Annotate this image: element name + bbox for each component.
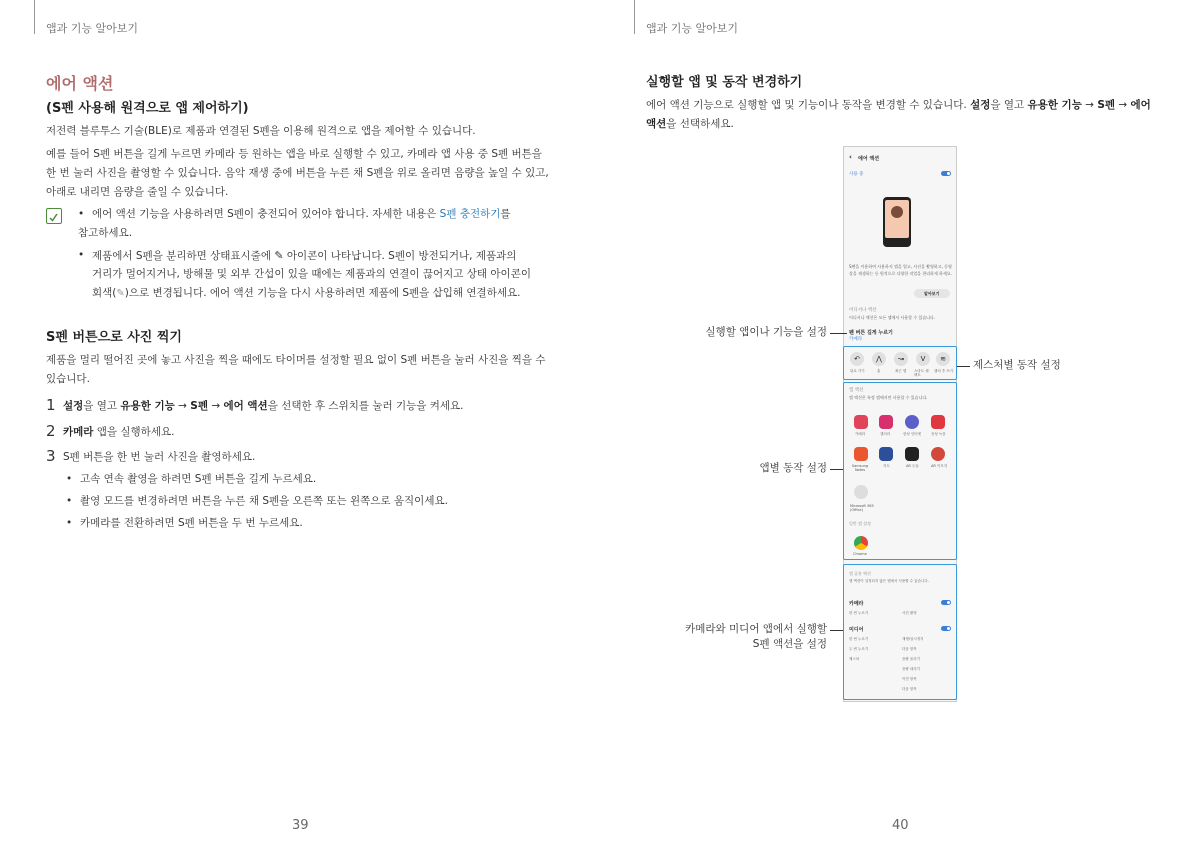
note-item-2-cont: 거리가 멀어지거나, 방해물 및 외부 간섭이 있을 때에는 제품과의 연결이 끊어지고 상태 아이콘이 회색(✎)으로 변경됩니다. 에어 액션 기능을 다시 사용하려면 제품에 S펜을 삽입해 연결하세요. xyxy=(92,268,531,299)
media-header: 앱 공통 액션 xyxy=(849,571,871,576)
highlight-media xyxy=(843,564,957,700)
intro-paragraph-2 xyxy=(46,145,566,202)
page-number-left: 39 xyxy=(292,818,309,833)
media-row-3: 제스처 xyxy=(849,657,860,661)
intro-paragraph-1: 저전력 블루투스 기술(BLE)로 제품과 연결된 S펜을 이용해 원격으로 앱을 제어할 수 있습니다. xyxy=(46,125,476,137)
step-3-number: 3 xyxy=(46,447,56,465)
spen-status-icon: ✎ xyxy=(274,249,284,262)
right-section-title: 실행할 앱 및 동작 변경하기 xyxy=(646,75,803,90)
media-val-6: 다음 항목 xyxy=(902,687,917,691)
highlight-gestures xyxy=(843,346,957,380)
app-label-internet: 삼성 인터넷 xyxy=(903,432,922,436)
callout-gestures: 제스처별 동작 설정 xyxy=(973,359,1061,371)
callout-line-3 xyxy=(830,469,843,470)
gesture-label-3: 최근 앱 xyxy=(895,369,907,373)
note-item-1-cont: 참고하세요. xyxy=(78,227,133,239)
spen-gray-icon: ✎ xyxy=(116,288,125,299)
callout-app-actions: 앱별 동작 설정 xyxy=(759,462,827,474)
gesture-screen-write-icon[interactable]: ≋ xyxy=(936,352,950,366)
step-3-sub-1: • 고속 연속 촬영을 하려면 S펜 버튼을 길게 누르세요. xyxy=(80,470,316,489)
app-label-camera: 카메라 xyxy=(855,432,866,436)
page-number-right: 40 xyxy=(892,818,909,833)
gesture-home-icon[interactable]: ⋀ xyxy=(872,352,886,366)
camera-row-val: 사진 촬영 xyxy=(902,611,917,615)
page-subtitle: (S펜 사용해 원격으로 앱 제어하기) xyxy=(46,101,249,116)
callout-media: 카메라와 미디어 앱에서 실행할 S펜 액션을 설정 xyxy=(685,623,827,650)
callout-hold-action: 실행할 앱이나 기능을 설정 xyxy=(705,326,827,338)
step-2-number: 2 xyxy=(46,422,56,440)
media-label: 미디어 xyxy=(849,627,864,633)
app-label-office: Microsoft 365 (Office) xyxy=(850,504,874,512)
step-3-sub-3: • 카메라를 전환하려면 S펜 버튼을 두 번 누르세요. xyxy=(80,514,303,533)
hold-value: 카메라 xyxy=(849,337,863,342)
left-header: 앱과 기능 알아보기 xyxy=(46,22,139,35)
anywhere-header: 어디서나 액션 xyxy=(849,308,877,313)
camera-label: 카메라 xyxy=(849,601,864,607)
master-toggle[interactable] xyxy=(941,171,951,176)
hold-label[interactable]: 펜 버튼 길게 누르기 xyxy=(849,330,893,336)
gesture-label-5: 캡처 후 쓰기 xyxy=(934,369,954,373)
app-label-ar-doodle: AR 두들 xyxy=(906,464,919,468)
step-1-number: 1 xyxy=(46,396,56,414)
phone-back-icon[interactable]: ‹ xyxy=(849,153,852,161)
anywhere-desc: 어디서나 액션은 모든 앱에서 사용할 수 있습니다. xyxy=(849,315,936,320)
section-photo-paragraph: 제품을 멀리 떨어진 곳에 놓고 사진을 찍을 때에도 타이머를 설정할 필요 없이 S펜 버튼을 눌러 사진을 찍을 수 있습니다. xyxy=(46,354,546,385)
page-title: 에어 액션 xyxy=(46,74,114,93)
intro-line-3: 아래로 내리면 음량을 줄일 수 있습니다. xyxy=(46,186,229,198)
gesture-smart-select-icon[interactable]: ᐯ xyxy=(916,352,930,366)
step-1-text: 설정을 열고 유용한 기능 → S펜 → 에어 액션을 선택한 후 스위치를 눌러 기능을 켜세요. xyxy=(63,400,464,412)
callout-line-1 xyxy=(830,333,847,334)
right-paragraph: 에어 액션 기능으로 실행할 앱 및 기능이나 동작을 변경할 수 있습니다. 설정을 열고 유용한 기능 → S펜 → 에어 액션을 선택하세요. xyxy=(646,99,1151,130)
step-2-text: 카메라 앱을 실행하세요. xyxy=(63,426,175,438)
step-3-text: S펜 버튼을 한 번 눌러 사진을 촬영하세요. xyxy=(63,451,256,463)
phone-desc: S펜을 이용하여 사용하지 앱을 열고, 사진을 촬영하고, 동영상을 재생하는 등 원격으로 다양한 작업을 편리하게 하세요. xyxy=(849,264,952,276)
gesture-back-icon[interactable]: ↶ xyxy=(850,352,864,366)
media-row-2: 두 번 누르기 xyxy=(849,647,869,651)
step-3-sub-2: • 촬영 모드를 변경하려면 버튼을 누른 채 S펜을 오른쪽 또는 왼쪽으로 움직이세요. xyxy=(80,492,448,511)
gesture-label-1: 뒤로 가기 xyxy=(850,369,865,373)
media-row-1: 한 번 누르기 xyxy=(849,637,869,641)
section-title-photo: S펜 버튼으로 사진 찍기 xyxy=(46,330,182,345)
left-page-rule xyxy=(34,0,35,34)
highlight-app-actions xyxy=(843,382,957,560)
app-label-chrome: Chrome xyxy=(853,552,867,556)
phone-on-label: 사용 중 xyxy=(849,172,864,177)
app-label-recorder: 음성 녹음 xyxy=(931,432,946,436)
callout-line-4 xyxy=(830,630,843,631)
note-icon xyxy=(46,208,62,224)
media-desc: 앱 액션이 설정되지 않은 앱에서 사용할 수 있습니다. xyxy=(849,579,929,583)
right-page-rule xyxy=(634,0,635,34)
right-header: 앱과 기능 알아보기 xyxy=(646,22,739,35)
note-item-1: • 에어 액션 기능을 사용하려면 S펜이 충전되어 있어야 합니다. 자세한 내용은 S펜 충전하기를 xyxy=(92,205,552,224)
app-label-maps: 지도 xyxy=(883,464,890,468)
intro-line-1: 예를 들어 S펜 버튼을 길게 누르면 카메라 등 원하는 앱을 바로 실행할 수 있고, 카메라 앱 사용 중 S펜 버튼을 xyxy=(46,148,542,160)
charging-link[interactable]: S펜 충전하기 xyxy=(439,208,501,220)
media-val-2: 다음 항목 xyxy=(902,647,917,651)
other-header: 일반 앱 설정 xyxy=(849,521,871,526)
media-val-4: 음량 내리기 xyxy=(902,667,921,671)
app-label-ar-emoji: AR 이모지 xyxy=(931,464,948,468)
camera-row: 한 번 누르기 xyxy=(849,611,869,615)
app-actions-header: 앱 액션 xyxy=(849,388,864,393)
intro-line-2: 한 번 눌러 사진을 촬영할 수 있습니다. 음악 재생 중에 버튼을 누른 채 S펜을 위로 올리면 음량을 높일 수 있고, xyxy=(46,167,549,179)
gesture-label-4: 스마트 셀렉트 xyxy=(914,369,929,377)
media-val-3: 음량 올리기 xyxy=(902,657,921,661)
phone-title: 에어 액션 xyxy=(858,156,880,162)
app-label-notes: Samsung Notes xyxy=(851,464,869,472)
gesture-label-2: 홈 xyxy=(877,369,881,373)
app-label-gallery: 갤러리 xyxy=(880,432,891,436)
media-val-1: 재생/일시정지 xyxy=(902,637,924,641)
phone-illustration xyxy=(883,197,911,247)
callout-line-2 xyxy=(957,366,970,367)
note-item-2: • 제품에서 S펜을 분리하면 상태표시줄에 ✎ 아이콘이 나타납니다. S펜이 방전되거나, 제품과의 xyxy=(92,246,552,266)
media-val-5: 이전 항목 xyxy=(902,677,917,681)
gesture-recent-icon[interactable]: ↝ xyxy=(894,352,908,366)
try-button[interactable]: 알아보기 xyxy=(914,289,950,298)
app-actions-desc: 앱 액션은 특정 앱에서만 사용할 수 있습니다. xyxy=(849,395,928,400)
